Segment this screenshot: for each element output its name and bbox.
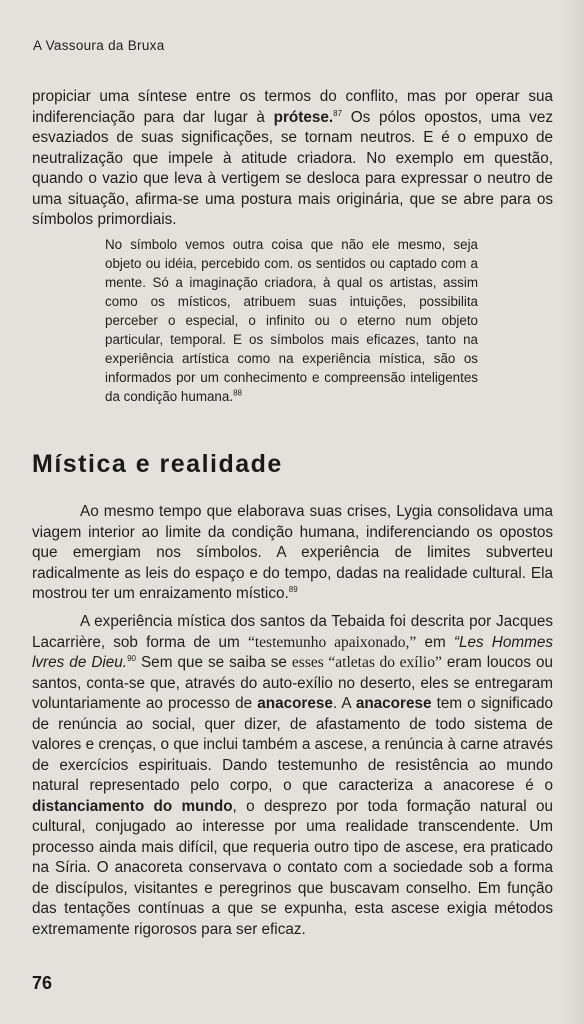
footnote-ref-88: 88 xyxy=(233,388,242,398)
page-edge-shadow xyxy=(562,0,584,1024)
paragraph-1-text-a: propiciar uma síntese entre os termos do conflito, mas por operar sua indiferenciação para dar lugar à xyxy=(32,88,553,126)
paragraph-2-text: Ao mesmo tempo que elaborava suas crises, Lygia consolidava uma viagem interior ao limite da condição humana, indiferenciando os opostos que emergiam nos símbolos. A experiência de limites subverteu radicalmente as leis do espaço e do tempo, dadas na realidade cultural. Ela mostrou ter um enraizamento místico. xyxy=(32,503,553,602)
running-header: A Vassoura da Bruxa xyxy=(33,38,165,53)
quote-text: No símbolo vemos outra coisa que não ele mesmo, seja objeto ou idéia, percebido com. os sentidos ou captado com a mente. Só a imaginação criadora, à qual os artistas, assim como os místicos, atribuem suas intuições, possibilita perceber o especial, o infinito ou o eterno num objeto particular, temporal. E os símbolos mais eficazes, tanto na experiência artística como na experiência mística, são os informados por um conhecimento e compreensão inteligentes da condição humana. xyxy=(105,237,478,404)
block-quote xyxy=(105,235,478,406)
term-anacorese-2: anacorese xyxy=(355,695,432,712)
paragraph-3 xyxy=(32,612,553,940)
section-heading: Mística e realidade xyxy=(32,450,283,478)
paragraph-3-text-5: . A xyxy=(332,695,356,712)
paragraph-3-text-6: tem o significado de renúncia ao social, quer dizer, de afastamento de todo sistema de valores e crenças, o que inclui também a ascese, a renúncia à carne através de exercícios espirituais. Dando testemunho de resistência ao mundo natural representado pelo corpo, o que caracteriza a anacorese é o xyxy=(32,695,553,794)
paragraph-1 xyxy=(32,87,553,231)
paragraph-3-text-2: em xyxy=(416,633,454,651)
paragraph-1-text-b: Os pólos opostos, uma vez esvaziados de suas significações, se tornam neutros. E é o empuxo de neutralização que impele à atitude criadora. No exemplo em questão, quando o vazio que leva à vertigem se desloca para expressar o neutro de uma situação, afirma-se uma postura mais originária, que se abre para os símbolos primordiais. xyxy=(32,108,553,228)
paragraph-3-text-1: A experiência mística dos santos da Tebaida foi descrita por Jacques Lacarrière, sob forma de um xyxy=(32,613,553,651)
term-anacorese-1: anacorese xyxy=(257,695,333,712)
quoted-phrase-testemunho: “testemunho apaixonado,” xyxy=(247,633,417,651)
footnote-ref-90: 90 xyxy=(127,653,136,663)
term-protese: prótese. xyxy=(273,108,334,126)
quoted-phrase-atletas: esses “atletas do exílio” xyxy=(291,654,442,671)
page-number: 76 xyxy=(32,973,53,993)
paragraph-3-text-4: eram loucos ou santos, conta-se que, através do auto-exílio no deserto, eles se entregaram voluntariamente ao processo de xyxy=(32,654,553,712)
paragraph-3-text-7: , o desprezo por toda formação natural ou cultural, conjugado ao interesse por uma realidade transcendente. Um processo ainda mais difícil, que requeria outro tipo de ascese, era praticado na Síria. O anacoreta conservava o contato com a sociedade sob a forma de discípulos, visitantes e peregrinos que buscavam conselho. Em função das tentações contínuas a que se expunha, esta ascese exigia métodos extremamente rigorosos para ser eficaz. xyxy=(32,797,553,938)
footnote-ref-87: 87 xyxy=(333,108,343,118)
paragraph-2 xyxy=(32,502,553,605)
paragraph-3-text-3: Sem que se saiba se xyxy=(135,654,292,671)
book-title-italic: “Les Hommes lvres de Dieu. xyxy=(32,633,554,671)
term-distanciamento: distanciamento do mundo xyxy=(32,797,233,815)
footnote-ref-89: 89 xyxy=(288,584,298,594)
